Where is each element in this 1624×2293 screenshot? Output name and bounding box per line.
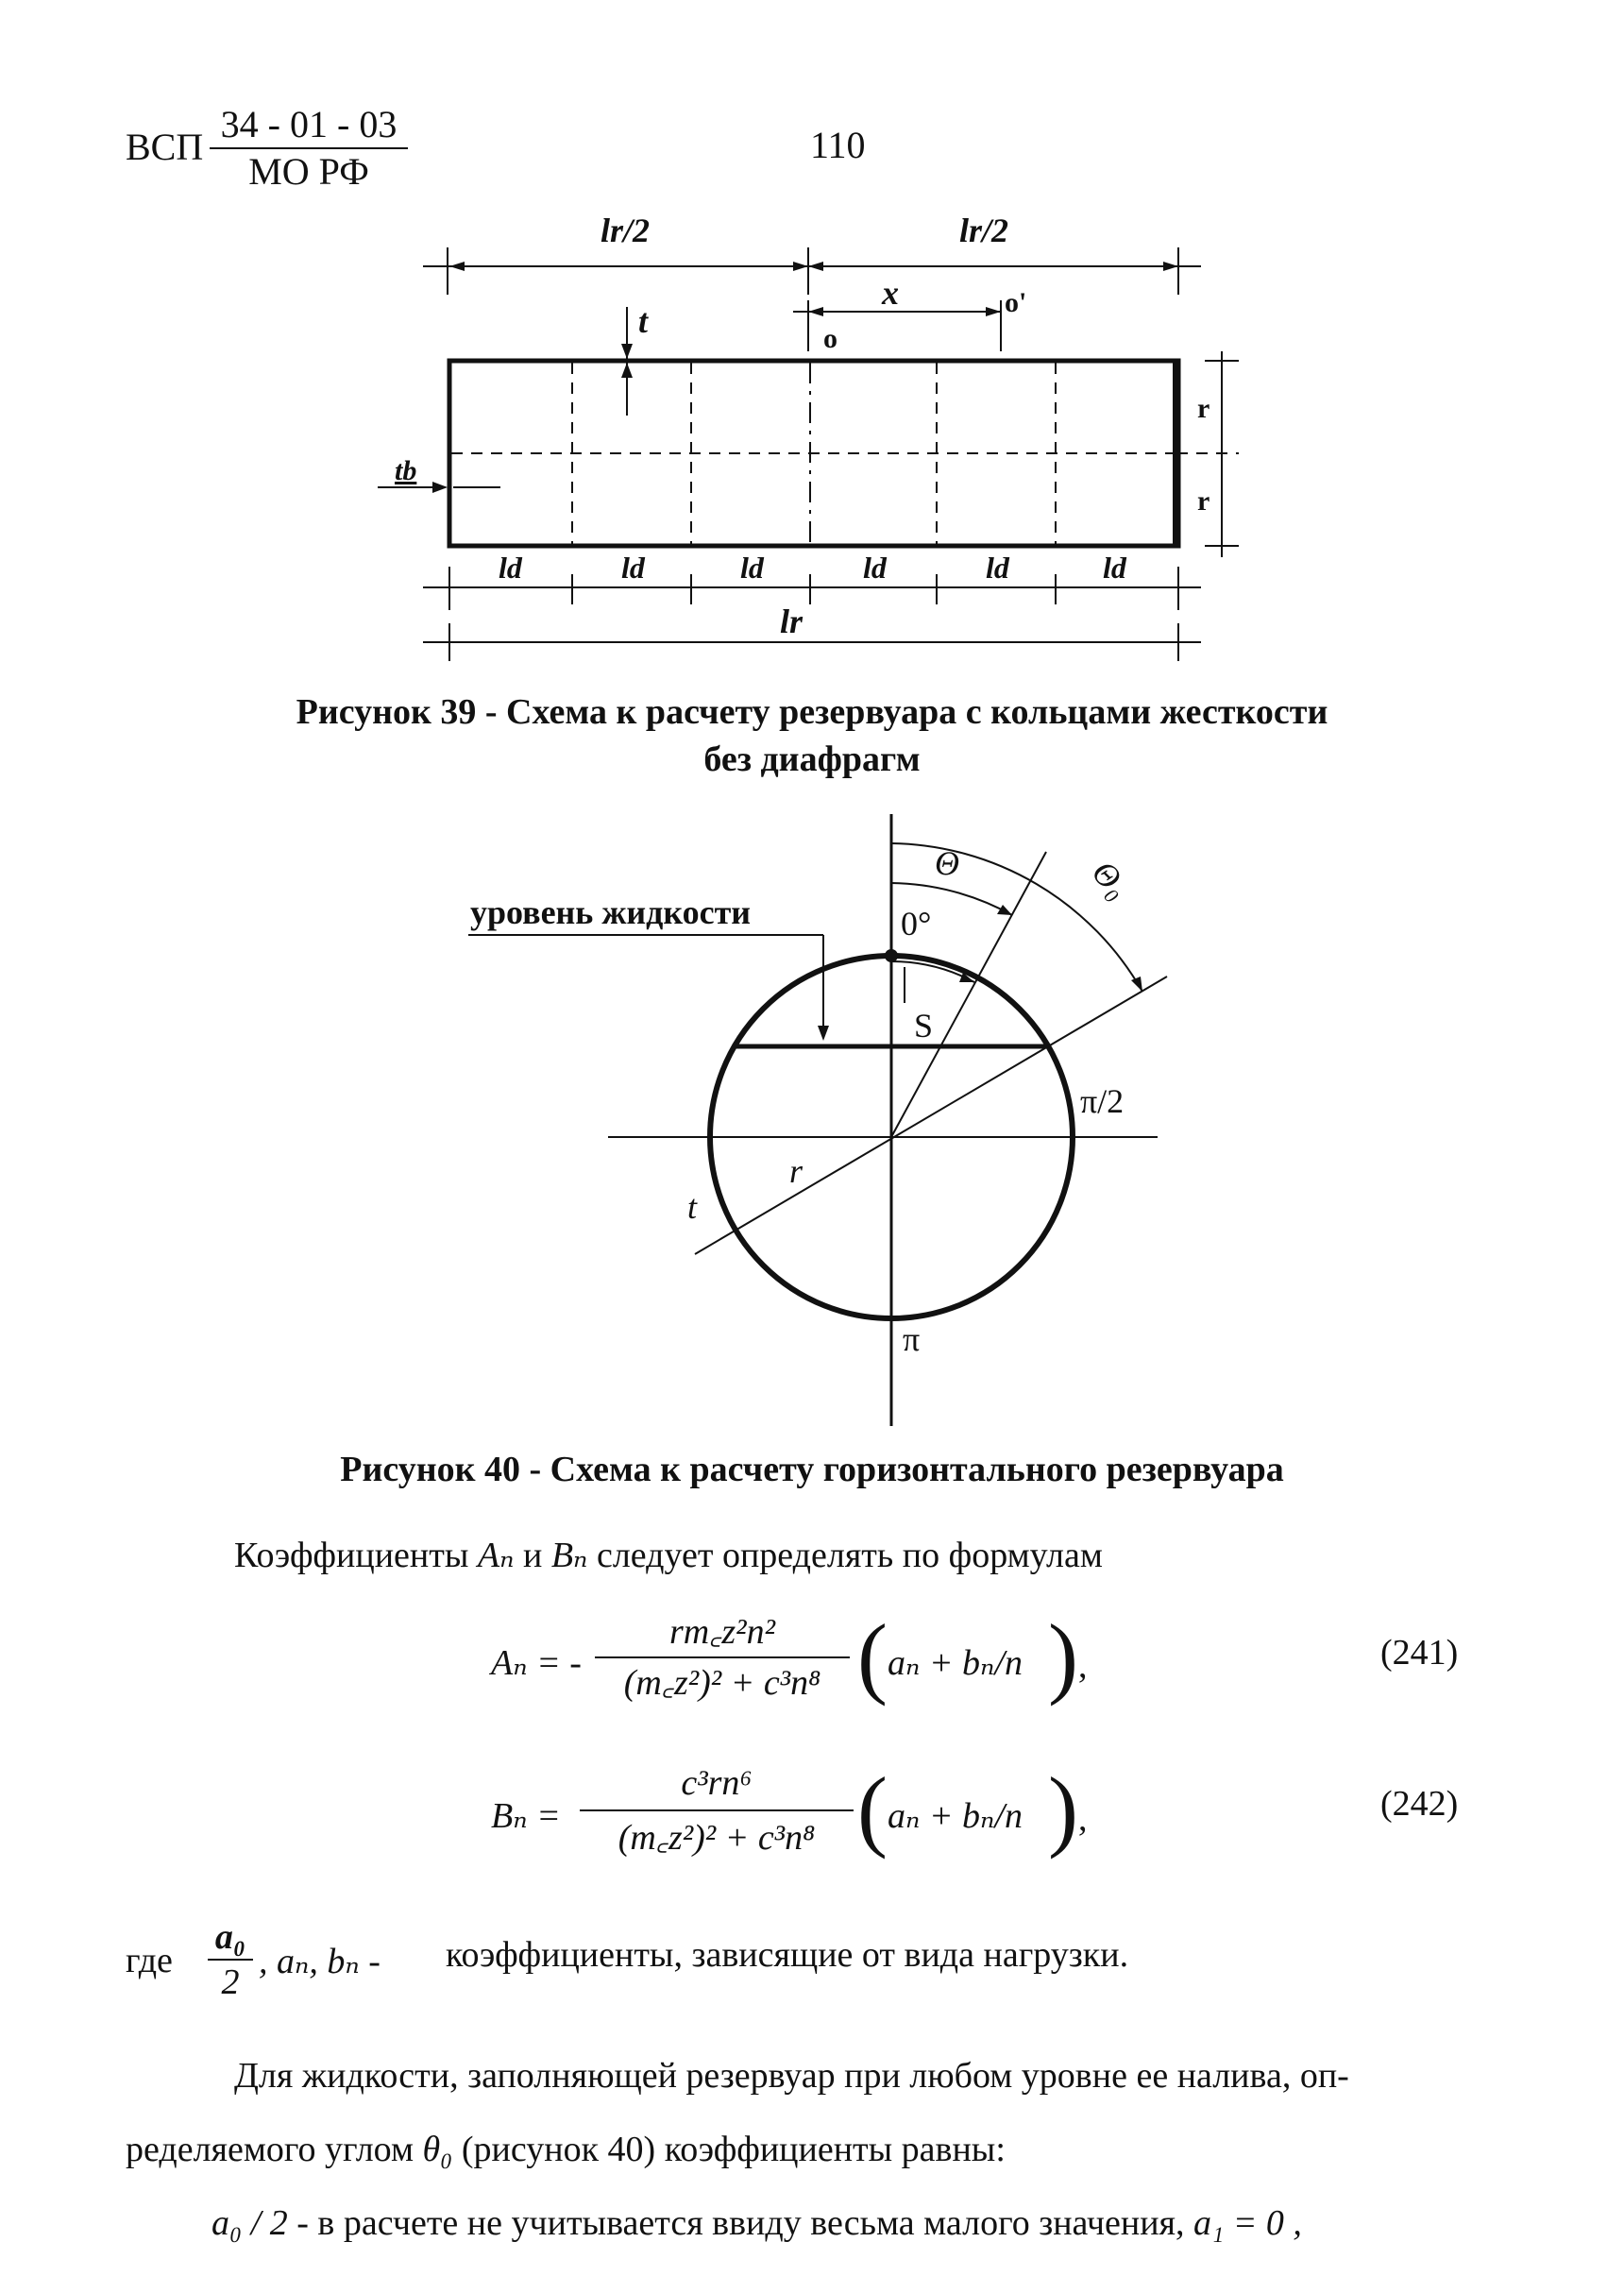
fig39-label-ld: ld [1103,551,1126,585]
fig40-label-theta: Θ [935,844,959,882]
eq242-paren-close: ) [1048,1758,1078,1860]
fig39-label-o: o [823,323,837,354]
intro-line [234,1534,1103,1576]
fig39-label-ld: ld [986,551,1009,585]
where-text: коэффициенты, зависящие от вида нагрузки. [446,1935,1129,1975]
figure-39-caption-line1: Рисунок 39 - Схема к расчету резервуара с кольцами жесткости [296,692,1328,732]
eq241-paren-close: ) [1048,1605,1078,1707]
eq242-fraction [580,1757,854,1864]
para1-line2-post: (рисунок 40) коэффициенты равны: [452,2130,1006,2169]
para1-line1: Для жидкости, заполняющей резервуар при любом уровне ее налива, оп- [234,2056,1349,2096]
header-code-top: 34 - 01 - 03 [210,102,408,149]
fig40-label-s: S [914,1007,934,1045]
para1-line2 [126,2129,1006,2170]
fig39-label-lr: lr [780,603,804,640]
fig39-label-r-bottom: r [1197,485,1210,517]
fig40-label-pi-half: π/2 [1080,1082,1125,1120]
eq242-lhs: Bₙ = [491,1796,561,1836]
fig39-label-r-top: r [1197,393,1210,424]
fig39-label-ld: ld [863,551,887,585]
figure-39-diagram [0,0,1624,680]
where-rest: , aₙ, bₙ - [259,1942,381,1981]
figure-40-caption: Рисунок 40 - Схема к расчету горизонтального резервуара [340,1450,1284,1489]
eq242-numerator: c³rn⁶ [580,1757,854,1811]
fig40-label-r: r [789,1152,804,1190]
eq241-lhs: Aₙ = - [491,1643,582,1683]
where-fraction-den: 2 [221,1962,240,2002]
intro-a-symbol: Aₙ [477,1536,515,1575]
eq242-paren-content: aₙ + bₙ/n [888,1796,1023,1836]
eq241-fraction [595,1607,850,1707]
eq242-number: (242) [1380,1784,1459,1824]
fig40-label-t: t [687,1188,698,1226]
eq241-denominator: (m꜀z²)² + c³n⁸ [623,1663,821,1703]
figure-39-caption-line2: без диафрагм [703,739,921,779]
eq242-trail: , [1078,1799,1088,1839]
fig39-label-tb: tb [395,455,417,486]
fig40-label-liquid-level: уровень жидкости [470,893,752,931]
fig39-label-t: t [638,302,649,340]
fig39-label-ld: ld [621,551,645,585]
para1-line2-pre: ределяемого углом [126,2130,423,2169]
eq241-numerator: rm꜀z²n² [595,1607,850,1658]
intro-post: следует определять по формулам [587,1536,1103,1575]
eq241-paren-open: ( [857,1605,888,1707]
eq242-denominator: (m꜀z²)² + c³n⁸ [617,1818,816,1858]
header-prefix: ВСП [126,126,204,168]
last-line-math: a₀ / 2 [211,2203,288,2243]
last-line-end: a₁ = 0 , [1193,2203,1302,2243]
intro-and: и [514,1536,551,1575]
fig40-label-pi: π [903,1320,921,1358]
para1-theta: θ₀ [422,2130,453,2169]
fig39-label-ld: ld [740,551,764,585]
where-word: где [126,1941,173,1980]
eq241-paren-content: aₙ + bₙ/n [888,1643,1023,1683]
where-fraction [208,1915,253,2004]
fig39-label-half-right: lr/2 [959,212,1009,249]
fig40-label-zero-deg: 0° [901,905,932,943]
fig39-label-x: x [882,274,899,312]
fig39-label-o-prime: o' [1005,287,1027,318]
fig40-label-theta0: Θ₀ [1084,853,1138,906]
eq241-number: (241) [1380,1633,1459,1673]
intro-b-symbol: Bₙ [550,1536,588,1575]
where-fraction-num: a₀ [208,1915,253,1961]
eq241-trail: , [1078,1646,1088,1686]
fig39-label-half-left: lr/2 [601,212,651,249]
last-line [211,2202,1302,2244]
eq242-paren-open: ( [857,1758,888,1860]
fig39-label-ld: ld [499,551,522,585]
last-line-text: - в расчете не учитывается ввиду весьма малого значения, [287,2203,1194,2243]
figure-40-diagram [0,793,1624,1435]
header-code-bottom: МО РФ [248,150,369,193]
page-number: 110 [810,124,866,166]
intro-pre: Коэффициенты [234,1536,478,1575]
